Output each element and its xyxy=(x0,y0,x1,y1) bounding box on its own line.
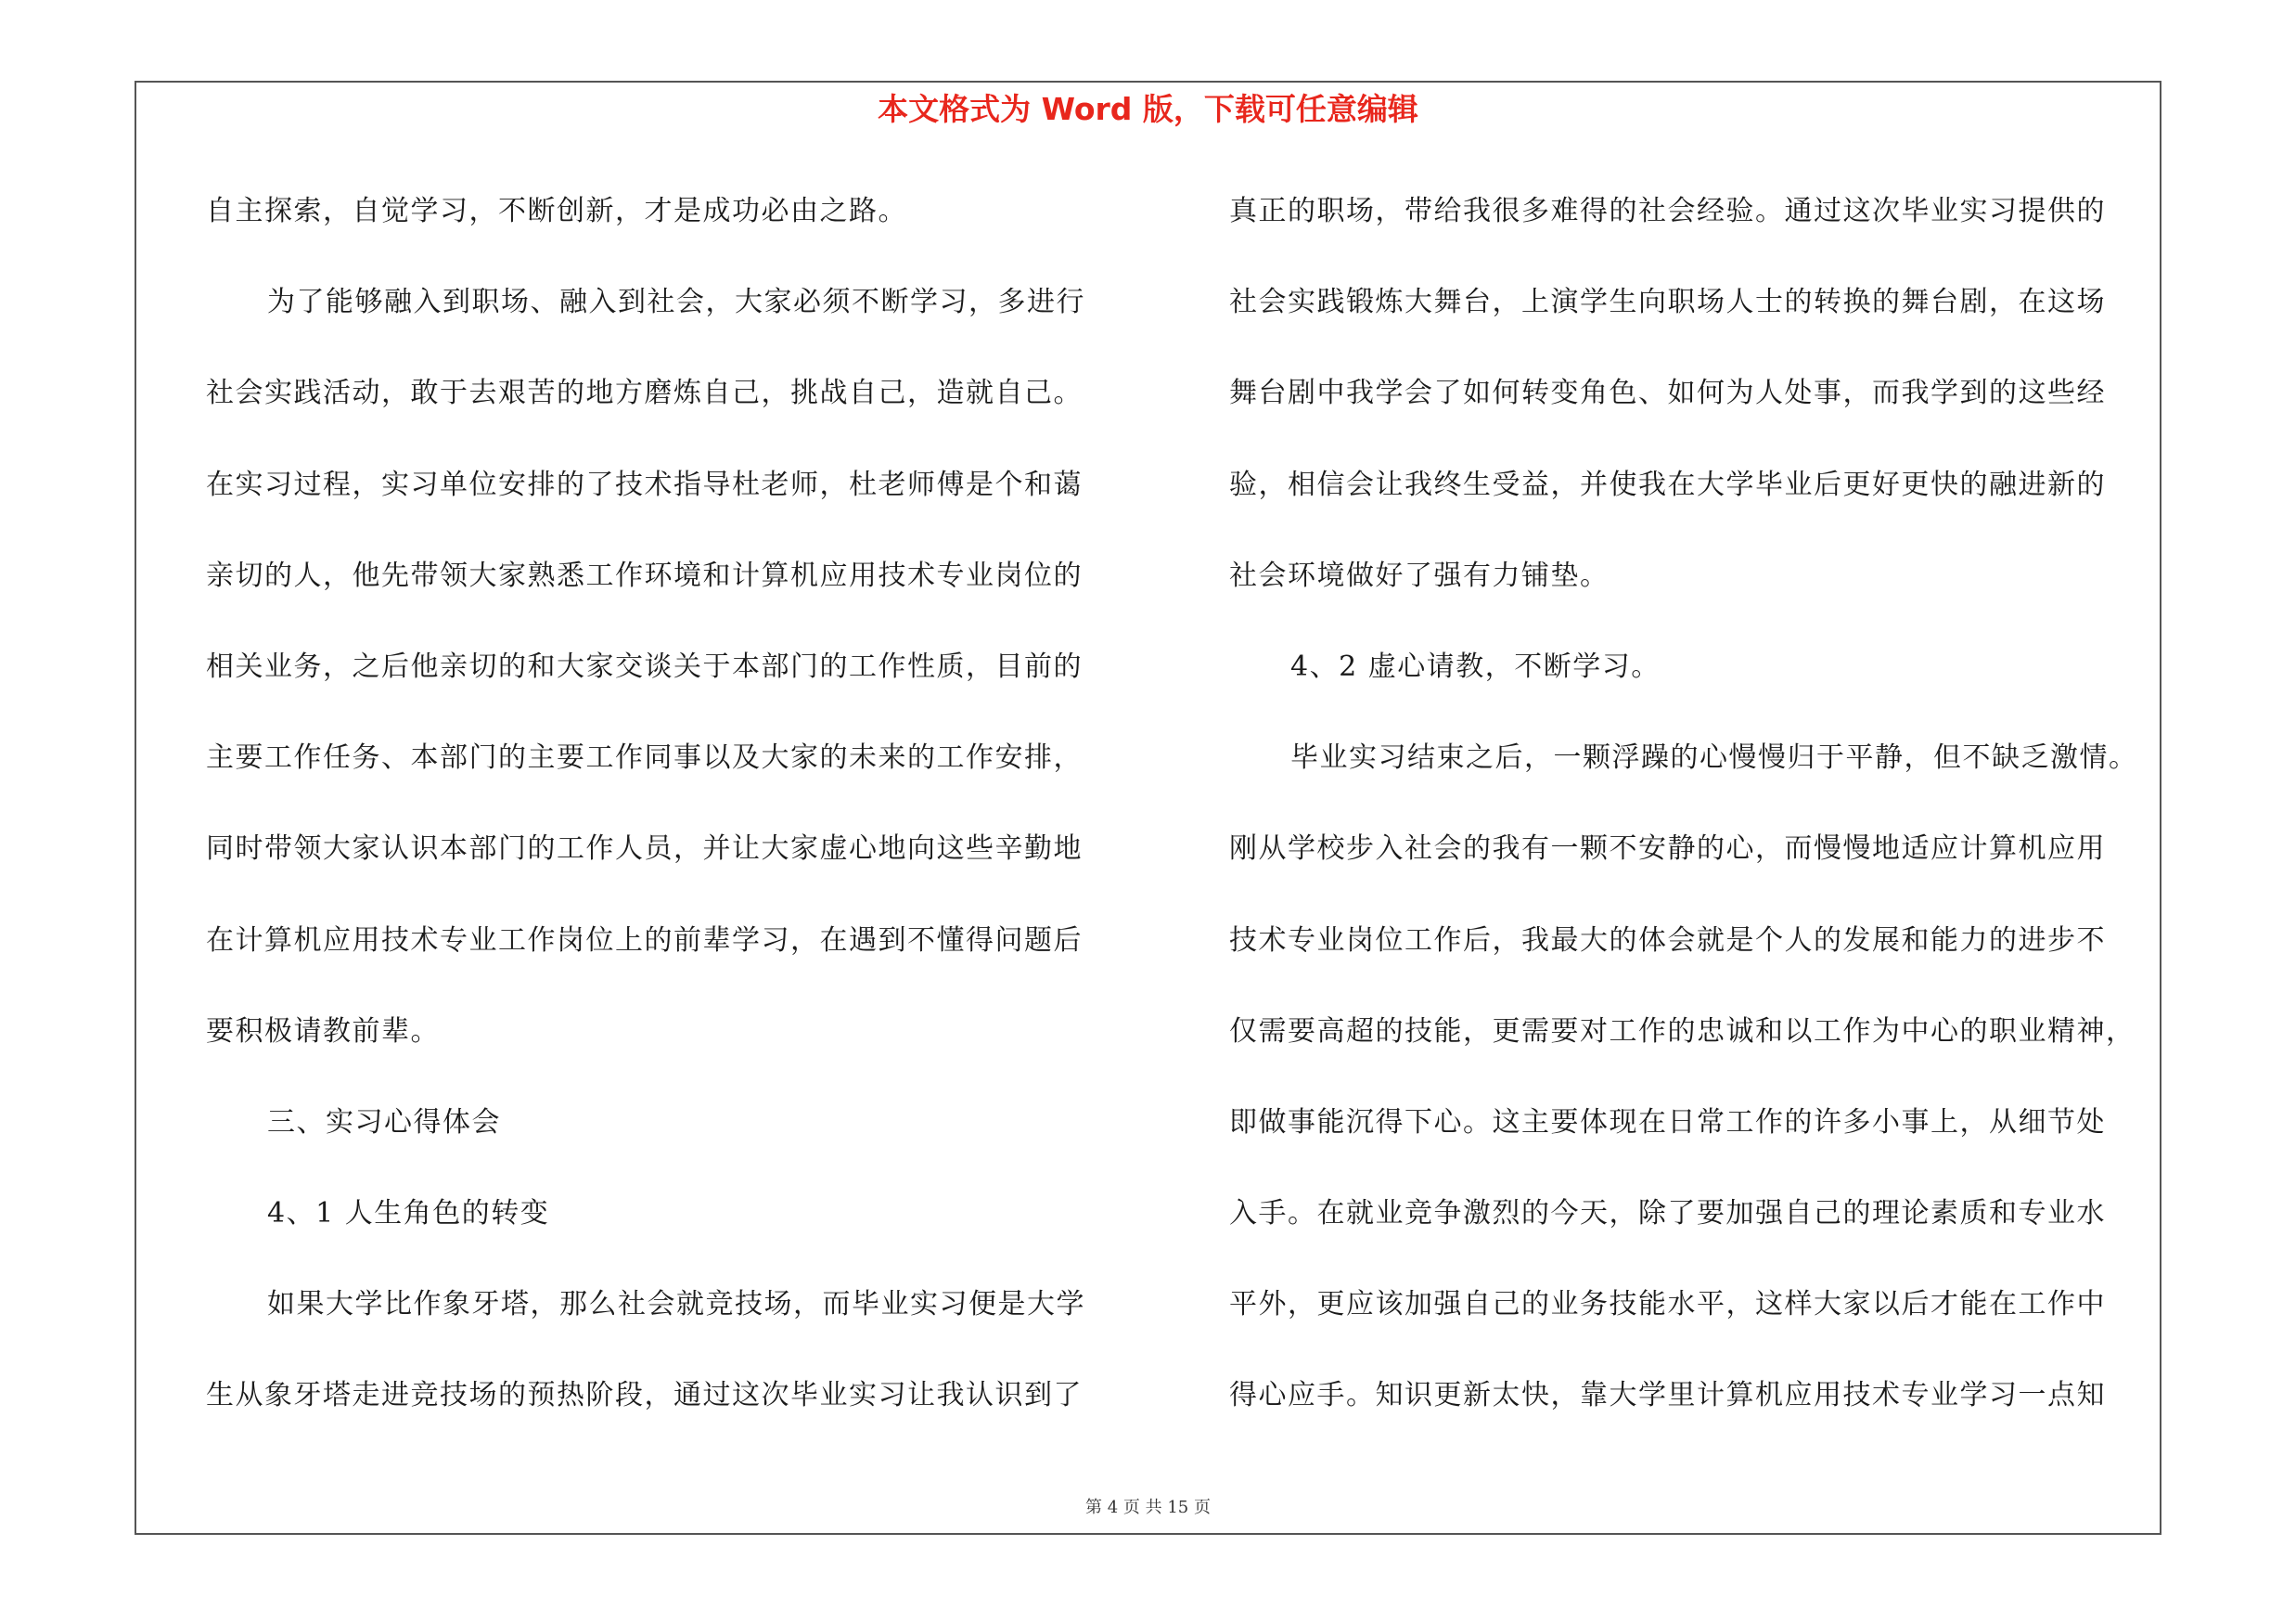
text-line: 自主探索，自觉学习，不断创新，才是成功必由之路。 xyxy=(206,195,907,227)
text-line: 即做事能沉得下心。这主要体现在日常工作的许多小事上，从细节处 xyxy=(1229,1105,2106,1139)
text-line: 舞台剧中我学会了如何转变角色、如何为人处事，而我学到的这些经 xyxy=(1229,377,2106,410)
text-line: 社会环境做好了强有力铺垫。 xyxy=(1229,559,1610,592)
text-line: 亲切的人，他先带领大家熟悉工作环境和计算机应用技术专业岗位的 xyxy=(206,559,1083,592)
text-line: 仅需要高超的技能，更需要对工作的忠诚和以工作为中心的职业精神， xyxy=(1229,1014,2136,1048)
document-banner: 本文格式为 Word 版，下载可任意编辑 xyxy=(878,91,1418,127)
text-line: 主要工作任务、本部门的主要工作同事以及大家的未来的工作安排， xyxy=(206,741,1083,775)
text-line: 生从象牙塔走进竞技场的预热阶段，通过这次毕业实习让我认识到了 xyxy=(206,1379,1083,1412)
text-line: 相关业务，之后他亲切的和大家交谈关于本部门的工作性质，目前的 xyxy=(206,650,1083,683)
subsection-heading: 4、2 虚心请教，不断学习。 xyxy=(1290,650,1661,683)
text-line: 毕业实习结束之后，一颗浮躁的心慢慢归于平静，但不缺乏激情。 xyxy=(1290,741,2138,775)
text-line: 社会实践活动，敢于去艰苦的地方磨炼自己，挑战自己，造就自己。 xyxy=(206,377,1083,410)
text-line: 在实习过程，实习单位安排的了技术指导杜老师，杜老师傅是个和蔼 xyxy=(206,468,1083,501)
text-line: 为了能够融入到职场、融入到社会，大家必须不断学习，多进行 xyxy=(267,286,1085,319)
text-line: 如果大学比作象牙塔，那么社会就竞技场，而毕业实习便是大学 xyxy=(267,1288,1085,1321)
text-line: 要积极请教前辈。 xyxy=(206,1014,440,1048)
text-line: 入手。在就业竞争激烈的今天，除了要加强自己的理论素质和专业水 xyxy=(1229,1197,2106,1230)
text-line: 验，相信会让我终生受益，并使我在大学毕业后更好更快的融进新的 xyxy=(1229,468,2106,501)
text-line: 平外，更应该加强自己的业务技能水平，这样大家以后才能在工作中 xyxy=(1229,1288,2106,1321)
text-line: 真正的职场，带给我很多难得的社会经验。通过这次毕业实习提供的 xyxy=(1229,195,2106,227)
text-line: 技术专业岗位工作后，我最大的体会就是个人的发展和能力的进步不 xyxy=(1229,923,2106,957)
text-line: 得心应手。知识更新太快，靠大学里计算机应用技术专业学习一点知 xyxy=(1229,1379,2106,1412)
page-number: 第 4 页 共 15 页 xyxy=(1085,1498,1211,1517)
text-line: 在计算机应用技术专业工作岗位上的前辈学习，在遇到不懂得问题后 xyxy=(206,923,1083,957)
subsection-heading: 4、1 人生角色的转变 xyxy=(267,1197,550,1230)
text-line: 同时带领大家认识本部门的工作人员，并让大家虚心地向这些辛勤地 xyxy=(206,832,1083,866)
text-line: 刚从学校步入社会的我有一颗不安静的心，而慢慢地适应计算机应用 xyxy=(1229,832,2106,866)
right-text-column xyxy=(1229,184,2148,1460)
left-text-column xyxy=(206,184,1124,1460)
text-line: 社会实践锻炼大舞台，上演学生向职场人士的转换的舞台剧，在这场 xyxy=(1229,286,2106,319)
section-heading: 三、实习心得体会 xyxy=(267,1105,501,1139)
